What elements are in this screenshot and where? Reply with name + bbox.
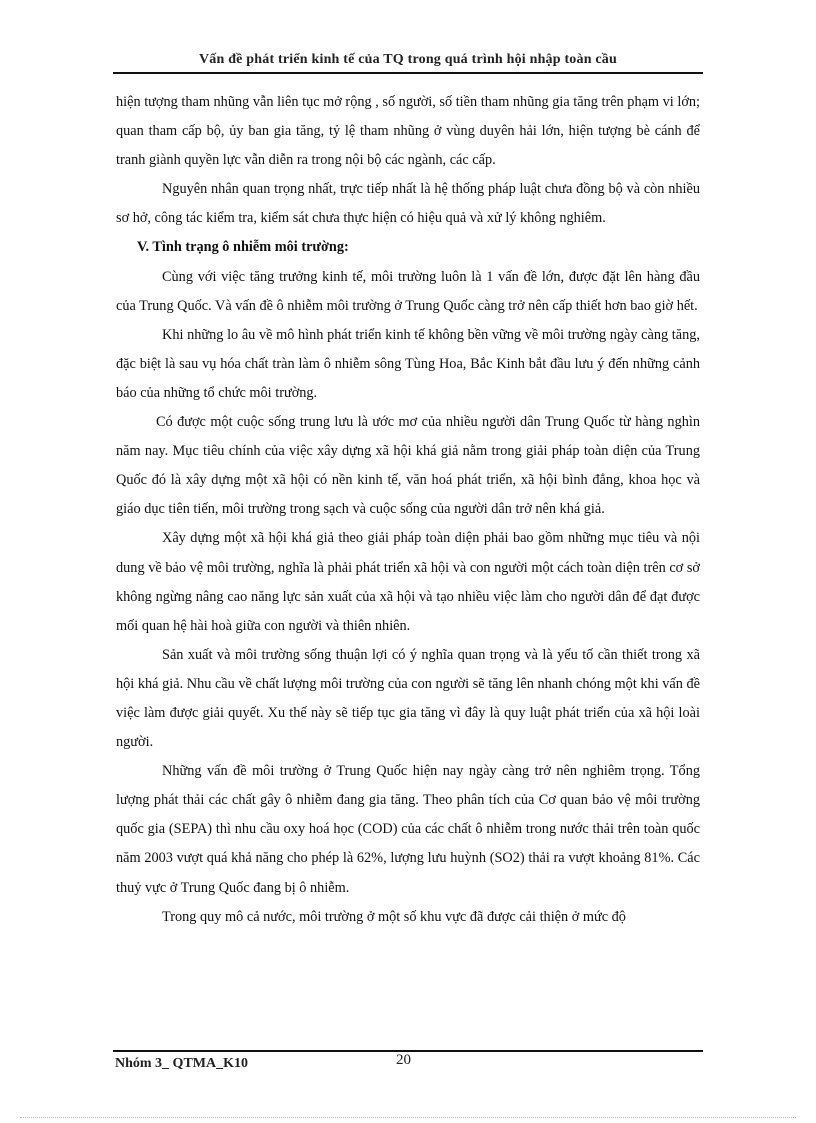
page-number: 20: [396, 1052, 411, 1068]
paragraph: Xây dựng một xã hội khá giả theo giải pháp toàn diện phải bao gồm những mục tiêu và nội dung về bảo vệ môi trường, nghĩa là phải phát triển xã hội và con người một cách toàn diện trên cơ sở không ngừng nâng cao năng lực sản xuất của xã hội và tạo nhiều việc làm cho người dân để đạt được mối quan hệ hài hoà giữa con người và thiên nhiên.: [116, 530, 700, 634]
paragraph: Sản xuất và môi trường sống thuận lợi có ý nghĩa quan trọng và là yếu tố cần thiết trong xã hội khá giả. Nhu cầu về chất lượng môi trường của con người sẽ tăng lên nhanh chóng một khi vấn đề việc làm được giải quyết. Xu thế này sẽ tiếp tục gia tăng vì đây là quy luật phát triển của xã hội loài người.: [116, 646, 700, 751]
paragraph-continuation: hiện tượng tham nhũng vẫn liên tục mở rộng , số người, số tiền tham nhũng gia tăng trên phạm vi lớn; quan tham cấp bộ, ủy ban gia tăng, tỷ lệ tham nhũng ở vùng duyên hải lớn, hiện tượng bè cánh để tranh giành quyền lực vẫn diễn ra trong nội bộ các ngành, các cấp.: [116, 94, 700, 169]
section-heading: V. Tình trạng ô nhiễm môi trường:: [137, 239, 349, 256]
footer-group-label: Nhóm 3_ QTMA_K10: [115, 1056, 248, 1071]
running-header-title: Vấn đề phát triển kinh tế của TQ trong quá trình hội nhập toàn cầu: [199, 52, 617, 67]
paragraph: Trong quy mô cả nước, môi trường ở một số khu vực đã được cải thiện ở mức độ: [162, 908, 626, 925]
paragraph: Có được một cuộc sống trung lưu là ước mơ của nhiều người dân Trung Quốc từ hàng nghìn năm nay. Mục tiêu chính của việc xây dựng xã hội khá giả nằm trong giải pháp toàn diện của Trung Quốc đó là xây dựng một xã hội có nền kinh tế, văn hoá phát triển, xã hội bình đẳng, khoa học và giáo dục tiên tiến, môi trường trong sạch và cuộc sống của người dân trở nên khá giả.: [116, 414, 700, 518]
body-text: [116, 88, 700, 932]
page-edge-divider: [20, 1117, 796, 1118]
header-rule: [113, 72, 703, 74]
paragraph: Những vấn đề môi trường ở Trung Quốc hiện nay ngày càng trở nên nghiêm trọng. Tổng lượng phát thải các chất gây ô nhiễm đang gia tăng. Theo phân tích của Cơ quan bảo vệ môi trường quốc gia (SEPA) thì nhu cầu oxy hoá học (COD) của các chất ô nhiễm trong nước thải trên toàn quốc năm 2003 vượt quá khả năng cho phép là 62%, lượng lưu huỳnh (SO2) thải ra vượt khoảng 81%. Các thuỷ vực ở Trung Quốc đang bị ô nhiễm.: [116, 763, 700, 896]
paragraph: Nguyên nhân quan trọng nhất, trực tiếp nhất là hệ thống pháp luật chưa đồng bộ và còn nhiều sơ hở, công tác kiểm tra, kiểm sát chưa thực hiện có hiệu quả và xử lý không nghiêm.: [116, 181, 700, 227]
paragraph: Cùng với việc tăng trưởng kinh tế, môi trường luôn là 1 vấn đề lớn, được đặt lên hàng đầu của Trung Quốc. Và vấn đề ô nhiễm môi trường ở Trung Quốc càng trở nên cấp thiết hơn bao giờ hết.: [116, 268, 700, 314]
paragraph: Khi những lo âu về mô hình phát triển kinh tế không bền vững về môi trường ngày càng tăng, đặc biệt là sau vụ hóa chất tràn làm ô nhiễm sông Tùng Hoa, Bắc Kinh bắt đầu lưu ý đến những cảnh báo của những tổ chức môi trường.: [116, 326, 700, 401]
